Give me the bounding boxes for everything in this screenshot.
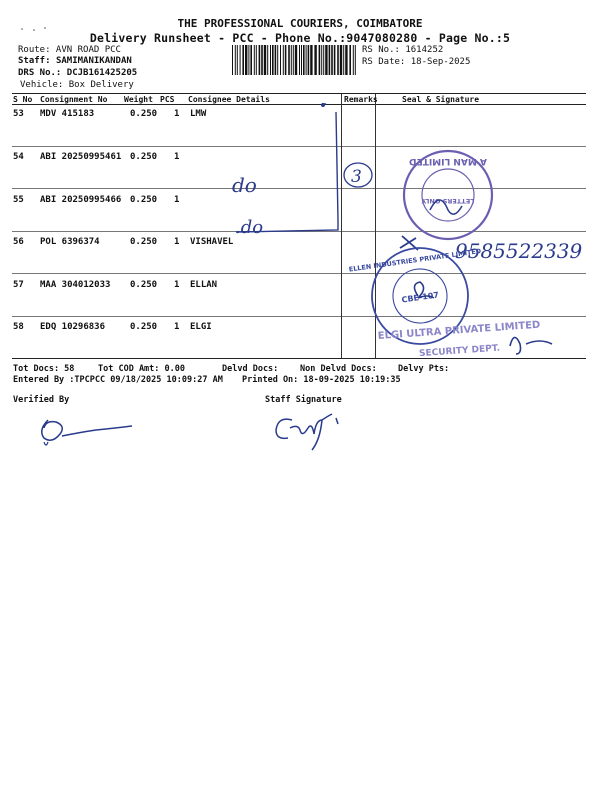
verifier-signature <box>42 420 132 440</box>
barcode-bar <box>314 45 316 75</box>
row-sno: 58 <box>13 322 24 332</box>
barcode-bar <box>237 45 238 75</box>
staff-signature <box>276 414 338 450</box>
staff-signature-label: Staff Signature <box>265 395 342 405</box>
row-divider <box>12 188 586 189</box>
row-pcs: 1 <box>174 280 180 290</box>
ditto-mark: do <box>232 173 257 197</box>
col-pcs: PCS <box>160 95 175 104</box>
barcode-bar <box>288 45 290 75</box>
barcode-bar <box>254 45 255 75</box>
col-remarks: Remarks <box>344 95 378 104</box>
barcode-bar <box>283 45 284 75</box>
barcode-bar <box>261 45 263 75</box>
remarks-column-line <box>341 94 342 358</box>
row-consignee: ELGI <box>190 322 212 332</box>
barcode-bar <box>242 45 244 75</box>
row-pcs: 1 <box>174 152 180 162</box>
col-seal-signature: Seal & Signature <box>402 95 480 104</box>
barcode-bar <box>245 45 247 75</box>
row-weight: 0.250 <box>130 152 158 162</box>
row-sno: 57 <box>13 280 24 290</box>
barcode-bar <box>272 45 274 75</box>
barcode-bar <box>349 45 351 75</box>
barcode-bar <box>299 45 300 75</box>
total-docs: Tot Docs: 58 <box>13 364 75 374</box>
row-divider <box>12 316 586 317</box>
barcode-bar <box>303 45 305 75</box>
barcode-bar <box>270 45 271 75</box>
barcode-bar <box>329 45 331 75</box>
verifier-signature-tick <box>44 442 48 445</box>
barcode-bar <box>353 45 354 75</box>
row-weight: 0.250 <box>130 195 158 205</box>
barcode-bar <box>259 45 261 75</box>
barcode-bar <box>331 45 333 75</box>
row-pcs: 1 <box>174 195 180 205</box>
barcode-bar <box>248 45 249 75</box>
entered-by: Entered By :TPCPCC 09/18/2025 10:09:27 AM <box>13 375 223 385</box>
staff-label: Staff: <box>18 56 51 66</box>
row-weight: 0.250 <box>130 322 158 332</box>
svg-text:A MAN LIMITED: A MAN LIMITED <box>409 156 487 166</box>
route-text: Route: AVN ROAD PCC <box>18 45 121 55</box>
barcode-bar <box>319 45 321 75</box>
rs-number: RS No.: 1614252 <box>362 45 444 55</box>
total-cod-amount: Tot COD Amt: 0.00 <box>98 364 185 374</box>
table-bottom-rule <box>12 358 586 359</box>
row-divider <box>12 273 586 274</box>
stamp-signature <box>414 282 434 298</box>
col-weight: Weight <box>124 95 153 104</box>
svg-text:SECURITY DEPT.: SECURITY DEPT. <box>418 343 501 360</box>
svg-text:LETTERS ONLY: LETTERS ONLY <box>421 197 475 205</box>
svg-text:ELGI ULTRA PRIVATE LIMITED: ELGI ULTRA PRIVATE LIMITED <box>377 319 541 342</box>
barcode-bar <box>308 45 310 75</box>
svg-text:CBE-107: CBE-107 <box>401 290 440 305</box>
barcode-bar <box>232 45 233 75</box>
row-divider <box>12 146 586 147</box>
barcode-bar <box>235 45 236 75</box>
non-delivered-docs: Non Delvd Docs: <box>300 364 377 374</box>
barcode-graphic <box>232 45 358 75</box>
barcode-bar <box>240 45 241 75</box>
barcode-bar <box>310 45 312 75</box>
delivered-docs: Delvd Docs: <box>222 364 279 374</box>
rs-date: RS Date: 18-Sep-2025 <box>362 57 471 67</box>
row-sno: 55 <box>13 195 24 205</box>
row-pcs: 1 <box>174 322 180 332</box>
handwritten-mark <box>400 236 418 250</box>
barcode-bar <box>277 45 278 75</box>
row-sno: 56 <box>13 237 24 247</box>
verified-by-label: Verified By <box>13 395 70 405</box>
barcode-bar <box>340 45 342 75</box>
barcode-bar <box>264 45 266 75</box>
row-weight: 0.250 <box>130 109 158 119</box>
barcode-bar <box>256 45 257 75</box>
col-consignee: Consignee Details <box>188 95 270 104</box>
barcode-bar <box>285 45 287 75</box>
company-title: THE PROFESSIONAL COURIERS, COIMBATORE <box>177 17 423 30</box>
row-consignment: ABI 20250995461 <box>40 152 122 162</box>
barcode-bar <box>323 45 324 75</box>
row-consignment: MDV 415183 <box>40 109 95 119</box>
circled-remark-number: 3 <box>351 167 362 187</box>
row-sno: 53 <box>13 109 24 119</box>
row-sno: 54 <box>13 152 24 162</box>
barcode-bar <box>345 45 347 75</box>
runsheet-title: Delivery Runsheet - PCC - Phone No.:9047080280 - Page No.:5 <box>89 31 511 45</box>
row-consignment: MAA 304012033 <box>40 280 111 290</box>
barcode-bar <box>343 45 344 75</box>
security-stamp <box>377 320 542 362</box>
staff-row <box>18 56 132 66</box>
drs-value: DCJB161425205 <box>66 68 138 78</box>
row-consignee: ELLAN <box>190 280 218 290</box>
barcode-bar <box>280 45 281 75</box>
barcode-bar <box>295 45 297 75</box>
industries-stamp <box>347 239 493 353</box>
barcode-bar <box>267 45 268 75</box>
row-weight: 0.250 <box>130 280 158 290</box>
barcode-bar <box>334 45 336 75</box>
col-consignment: Consignment No <box>40 95 108 104</box>
printed-on: Printed On: 18-09-2025 10:19:35 <box>242 375 401 385</box>
company-stamp <box>404 151 492 239</box>
barcode-bar <box>355 45 356 75</box>
stamp-signature <box>430 200 462 214</box>
handwritten-phone: 9585522339 <box>455 239 583 263</box>
row-consignment: EDQ 10296836 <box>40 322 106 332</box>
row-pcs: 1 <box>174 109 180 119</box>
col-sno: S No <box>13 95 33 104</box>
row-divider <box>12 231 586 232</box>
ditto-mark: .do <box>235 217 264 238</box>
svg-text:ELLEN INDUSTRIES PRIVATE LIMIT: ELLEN INDUSTRIES PRIVATE LIMITED <box>348 247 482 274</box>
vehicle-text: Vehicle: Box Delivery <box>20 80 134 90</box>
barcode-bar <box>275 45 277 75</box>
barcode-bar <box>321 45 322 75</box>
handdrawn-bracket <box>236 104 338 232</box>
row-pcs: 1 <box>174 237 180 247</box>
barcode-bar <box>291 45 292 75</box>
barcode-bar <box>306 45 307 75</box>
drs-label: DRS No.: <box>18 68 62 78</box>
delivery-points: Delvy Pts: <box>398 364 450 374</box>
barcode-bar <box>250 45 252 75</box>
row-weight: 0.250 <box>130 237 158 247</box>
table-top-rule <box>12 93 586 94</box>
stamp-signature <box>510 337 552 354</box>
barcode-bar <box>325 45 327 75</box>
barcode-bar <box>293 45 294 75</box>
barcode-bar <box>301 45 302 75</box>
barcode-bar <box>337 45 339 75</box>
table-header-rule <box>12 104 586 105</box>
circled-remark <box>344 163 372 187</box>
drs-row <box>18 68 137 78</box>
row-consignee: VISHAVEL <box>190 237 234 247</box>
seal-column-line <box>375 94 376 358</box>
row-consignment: POL 6396374 <box>40 237 100 247</box>
row-consignment: ABI 20250995466 <box>40 195 122 205</box>
row-consignee: LMW <box>190 109 207 119</box>
staff-value: SAMIMANIKANDAN <box>55 56 132 66</box>
